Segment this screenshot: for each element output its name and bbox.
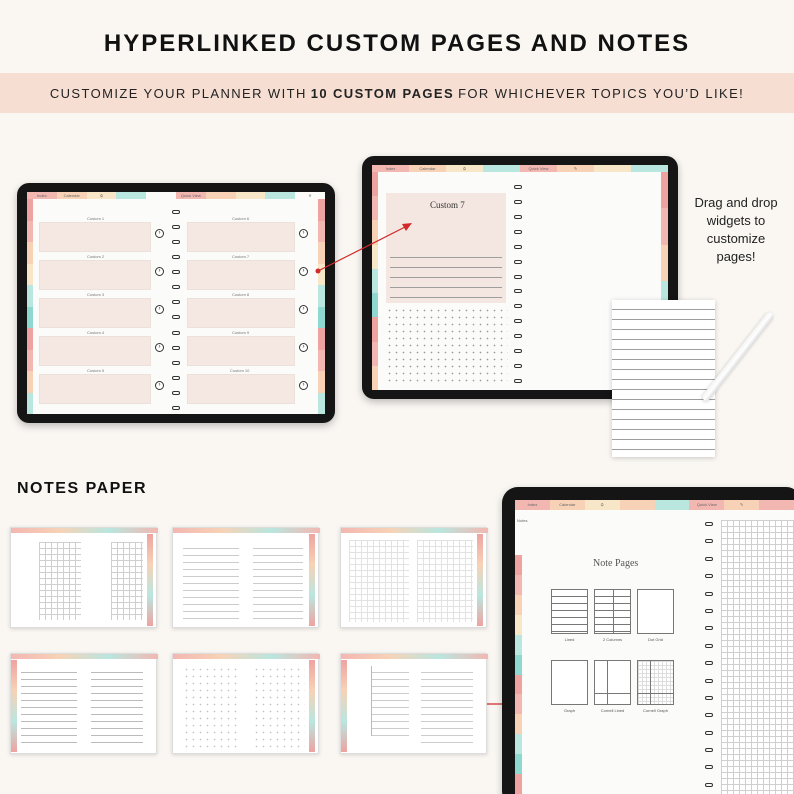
option-dot-grid-label: Dot Grid xyxy=(648,637,663,642)
tab-home-icon[interactable]: ⛭ xyxy=(585,500,620,510)
custom-label-4: Custom 4 xyxy=(87,330,105,335)
close-icon[interactable]: ✕ xyxy=(295,192,325,199)
side-tab[interactable] xyxy=(318,221,325,243)
side-tab[interactable] xyxy=(372,196,378,220)
tab-blank-2[interactable] xyxy=(146,192,176,199)
page-title: HYPERLINKED CUSTOM PAGES AND NOTES xyxy=(103,30,691,57)
tab-blank-1[interactable] xyxy=(620,500,655,510)
side-tab[interactable] xyxy=(27,199,33,221)
notes-paper-heading: NOTES PAPER xyxy=(17,480,147,497)
option-cornell-graph[interactable] xyxy=(637,660,674,705)
tab-calendar[interactable]: Calendar xyxy=(409,165,446,172)
tablet-left-screen xyxy=(27,192,325,414)
side-tab[interactable] xyxy=(372,317,378,341)
side-tab[interactable] xyxy=(515,694,522,714)
side-tab[interactable] xyxy=(318,264,325,286)
custom-label-7: Custom 7 xyxy=(232,254,250,259)
custom-label-2: Custom 2 xyxy=(87,254,105,259)
side-tab[interactable] xyxy=(27,328,33,350)
custom-label-5: Custom 5 xyxy=(87,368,105,373)
tab-blank-1[interactable] xyxy=(116,192,146,199)
tab-calendar[interactable]: Calendar xyxy=(550,500,585,510)
custom-page-10[interactable] xyxy=(187,374,295,404)
custom-page-8[interactable] xyxy=(187,298,295,328)
side-tab[interactable] xyxy=(318,285,325,307)
go-to-custom-8-icon[interactable]: › xyxy=(299,305,308,314)
spiral-binding xyxy=(705,522,713,787)
side-tab[interactable] xyxy=(515,754,522,774)
side-tab[interactable] xyxy=(27,371,33,393)
left-side-tabs xyxy=(515,555,522,794)
right-side-tabs xyxy=(318,199,325,414)
tab-quick-view[interactable]: Quick View xyxy=(520,165,557,172)
side-tab[interactable] xyxy=(515,714,522,734)
side-tab[interactable] xyxy=(27,350,33,372)
custom-label-6: Custom 6 xyxy=(232,216,250,221)
notes-thumb-dot-grid[interactable] xyxy=(172,653,319,754)
tab-index[interactable]: Index xyxy=(27,192,57,199)
custom-page-2[interactable] xyxy=(39,260,151,290)
tablet-bottom xyxy=(502,487,794,794)
lined-widget[interactable] xyxy=(390,248,502,300)
custom-page-7[interactable] xyxy=(187,260,295,290)
go-to-custom-1-icon[interactable]: › xyxy=(155,229,164,238)
top-nav-bar xyxy=(515,500,794,510)
side-tab[interactable] xyxy=(661,245,668,281)
side-tab[interactable] xyxy=(515,675,522,695)
side-tab[interactable] xyxy=(318,199,325,221)
go-to-custom-7-icon[interactable]: › xyxy=(299,267,308,276)
custom-label-10: Custom 10 xyxy=(230,368,250,373)
tab-quick-view[interactable]: Quick View xyxy=(689,500,724,510)
tab-quick-view[interactable]: Quick View xyxy=(176,192,206,199)
side-tab[interactable] xyxy=(515,615,522,635)
go-to-custom-3-icon[interactable]: › xyxy=(155,305,164,314)
custom-page-5[interactable] xyxy=(39,374,151,404)
banner-text-bold: 10 CUSTOM PAGES xyxy=(310,85,455,101)
side-tab[interactable] xyxy=(372,366,378,390)
custom-page-6[interactable] xyxy=(187,222,295,252)
banner-text-end: FOR WHICHEVER TOPICS YOU’D LIKE! xyxy=(458,85,745,101)
side-tab[interactable] xyxy=(661,208,668,244)
go-to-custom-4-icon[interactable]: › xyxy=(155,343,164,352)
tab-blank-3[interactable] xyxy=(631,165,668,172)
notes-thumb-grid-columns[interactable] xyxy=(10,527,157,628)
option-2-columns-label: 2 Columns xyxy=(602,637,623,642)
go-to-custom-2-icon[interactable]: › xyxy=(155,267,164,276)
spiral-binding xyxy=(172,210,180,410)
side-tab[interactable] xyxy=(372,245,378,269)
top-nav-bar xyxy=(372,165,668,172)
option-cornell-graph-label: Cornell Graph xyxy=(643,708,668,713)
side-tab[interactable] xyxy=(372,220,378,244)
side-tab[interactable] xyxy=(515,635,522,655)
tab-blank-2[interactable] xyxy=(594,165,631,172)
option-graph[interactable] xyxy=(551,660,588,705)
option-cornell-lined-label: Cornell Lined xyxy=(600,708,625,713)
side-tab[interactable] xyxy=(27,242,33,264)
side-tab[interactable] xyxy=(27,307,33,329)
option-lined[interactable] xyxy=(551,589,588,634)
notes-side-label: Notes xyxy=(517,518,528,523)
tab-blank-2[interactable] xyxy=(655,500,690,510)
tab-blank-1[interactable] xyxy=(483,165,520,172)
side-tab[interactable] xyxy=(372,342,378,366)
tab-index[interactable]: Index xyxy=(372,165,409,172)
notes-thumb-cornell[interactable] xyxy=(340,653,487,754)
custom-7-card[interactable] xyxy=(386,193,506,303)
notes-thumb-lined-2col[interactable] xyxy=(172,527,319,628)
go-to-custom-6-icon[interactable]: › xyxy=(299,229,308,238)
side-tab[interactable] xyxy=(515,774,522,794)
tab-index[interactable]: Index xyxy=(515,500,550,510)
notes-thumb-graph[interactable] xyxy=(340,527,487,628)
option-dot-grid[interactable] xyxy=(637,589,674,634)
side-tab[interactable] xyxy=(27,393,33,415)
custom-page-1[interactable] xyxy=(39,222,151,252)
tab-blank-4[interactable] xyxy=(236,192,266,199)
side-tab[interactable] xyxy=(318,307,325,329)
custom-page-4[interactable] xyxy=(39,336,151,366)
side-tab[interactable] xyxy=(318,393,325,415)
left-side-tabs xyxy=(372,172,378,390)
tablet-bottom-screen xyxy=(515,500,794,794)
option-2-columns[interactable] xyxy=(594,589,631,634)
left-side-tabs xyxy=(27,199,33,414)
top-nav-bar xyxy=(27,192,325,199)
banner-text-start: CUSTOMIZE YOUR PLANNER WITH xyxy=(49,85,307,101)
tab-blank-5[interactable] xyxy=(265,192,295,199)
side-tab[interactable] xyxy=(372,269,378,293)
tablet-left xyxy=(17,183,335,423)
custom-label-9: Custom 9 xyxy=(232,330,250,335)
tab-blank-3[interactable] xyxy=(206,192,236,199)
option-graph-label: Graph xyxy=(563,708,576,713)
side-tab[interactable] xyxy=(27,264,33,286)
go-to-custom-5-icon[interactable]: › xyxy=(155,381,164,390)
side-tab[interactable] xyxy=(27,285,33,307)
side-tab[interactable] xyxy=(372,293,378,317)
notes-thumb-lined[interactable] xyxy=(10,653,157,754)
go-to-custom-9-icon[interactable]: › xyxy=(299,343,308,352)
side-tab[interactable] xyxy=(515,555,522,575)
side-tab[interactable] xyxy=(515,655,522,675)
custom-label-3: Custom 3 xyxy=(87,292,105,297)
custom-7-title: Custom 7 xyxy=(430,200,465,210)
side-tab[interactable] xyxy=(515,575,522,595)
go-to-custom-10-icon[interactable]: › xyxy=(299,381,308,390)
side-tab[interactable] xyxy=(661,172,668,208)
custom-label-8: Custom 8 xyxy=(232,292,250,297)
custom-label-1: Custom 1 xyxy=(87,216,105,221)
tab-home-icon[interactable]: ⛭ xyxy=(446,165,483,172)
side-tab[interactable] xyxy=(27,221,33,243)
dot-grid-widget[interactable] xyxy=(386,307,508,385)
banner xyxy=(0,73,794,113)
side-tab[interactable] xyxy=(318,350,325,372)
side-tab[interactable] xyxy=(372,172,378,196)
tab-blank-3[interactable] xyxy=(759,500,794,510)
side-tab[interactable] xyxy=(515,595,522,615)
drag-drop-callout: Drag and drop widgets to customize pages! xyxy=(694,195,778,264)
lined-paper-widget[interactable] xyxy=(612,300,715,457)
custom-page-9[interactable] xyxy=(187,336,295,366)
graph-paper-page[interactable] xyxy=(721,520,794,794)
side-tab[interactable] xyxy=(318,371,325,393)
spiral-binding xyxy=(514,185,522,383)
tab-calendar[interactable]: Calendar xyxy=(57,192,87,199)
note-pages-title: Note Pages xyxy=(593,558,639,569)
pencil-icon[interactable]: ✎ xyxy=(724,500,759,510)
side-tab[interactable] xyxy=(318,328,325,350)
side-tab[interactable] xyxy=(515,734,522,754)
pencil-icon[interactable]: ✎ xyxy=(557,165,594,172)
option-cornell-lined[interactable] xyxy=(594,660,631,705)
tab-home-icon[interactable]: ⛭ xyxy=(87,192,117,199)
custom-page-3[interactable] xyxy=(39,298,151,328)
side-tab[interactable] xyxy=(318,242,325,264)
option-lined-label: Lined xyxy=(564,637,575,642)
